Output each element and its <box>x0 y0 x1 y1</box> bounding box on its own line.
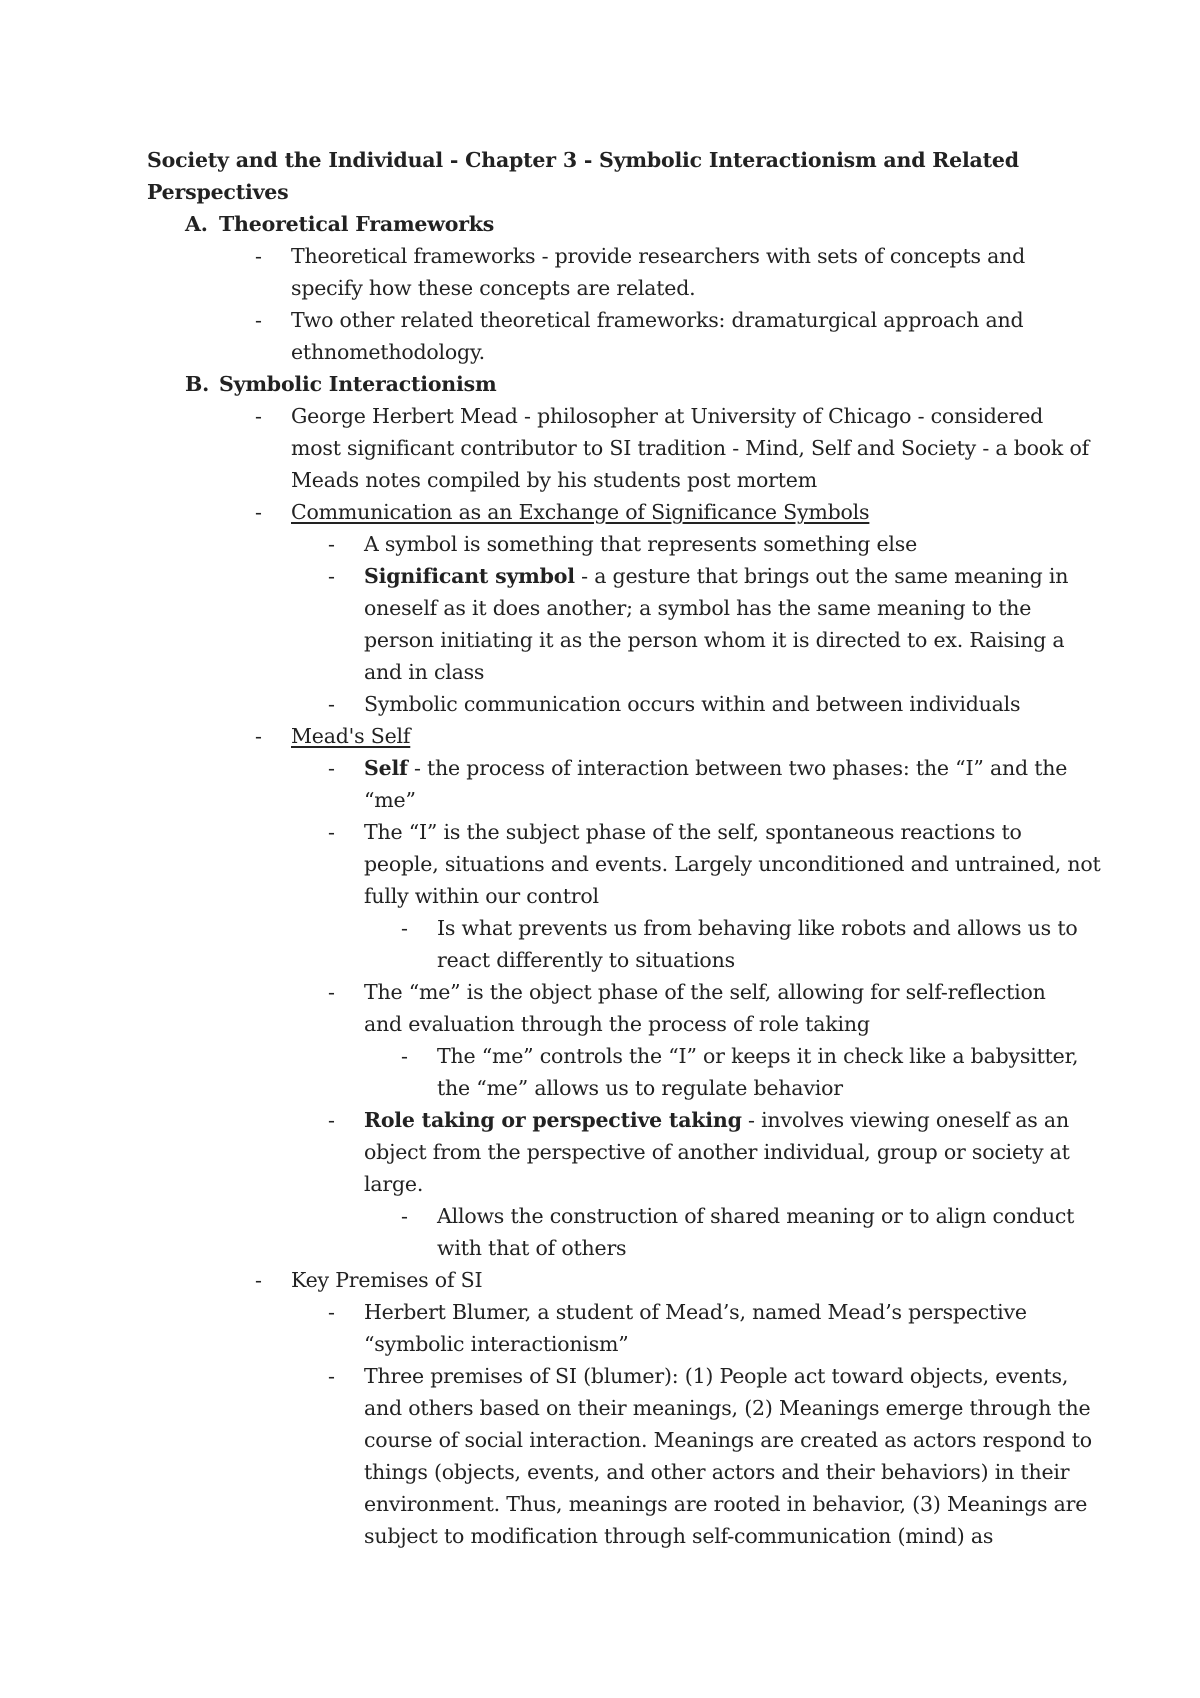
b1-line-1: George Herbert Mead - philosopher at University of Chicago - considered <box>291 404 1044 428</box>
b4b-line-3: course of social interaction. Meanings are created as actors respond to <box>364 1428 1092 1452</box>
b3b-line-1: The “I” is the subject phase of the self, spontaneous reactions to <box>364 820 1022 844</box>
bullet-dash: - <box>328 820 335 844</box>
b4b-line-4: things (objects, events, and other actors and their behaviors) in their <box>364 1460 1070 1484</box>
bullet-dash: - <box>328 1364 335 1388</box>
section-a-marker: A. <box>185 212 208 236</box>
b4a-line-1: Herbert Blumer, a student of Mead’s, named Mead’s perspective <box>364 1300 1027 1324</box>
bullet-dash: - <box>328 980 335 1004</box>
b3a-line-1-text: - the process of interaction between two phases: the “I” and the <box>407 756 1068 780</box>
b2c-line: Symbolic communication occurs within and between individuals <box>364 692 1021 716</box>
b4b-line-6: subject to modification through self-communication (mind) as <box>364 1524 994 1548</box>
bullet-dash: - <box>401 916 408 940</box>
b3c1-line-1: The “me” controls the “I” or keeps it in check like a babysitter, <box>437 1044 1079 1068</box>
section-b-heading: Symbolic Interactionism <box>219 372 497 396</box>
bullet-dash: - <box>255 404 262 428</box>
b2-heading-text: Communication as an Exchange of Significance Symbols <box>291 500 870 524</box>
b4b-line-5: environment. Thus, meanings are rooted in behavior, (3) Meanings are <box>364 1492 1088 1516</box>
b2b-line-4: and in class <box>364 660 485 684</box>
b4b-line-2: and others based on their meanings, (2) Meanings emerge through the <box>364 1396 1091 1420</box>
bullet-dash: - <box>255 500 262 524</box>
section-b-marker: B. <box>185 372 210 396</box>
a1-line-1: Theoretical frameworks - provide researchers with sets of concepts and <box>291 244 1026 268</box>
doc-title-line-1: Society and the Individual - Chapter 3 - Symbolic Interactionism and Related <box>147 148 1019 172</box>
bullet-dash: - <box>255 724 262 748</box>
b3d-line-2: object from the perspective of another individual, group or society at <box>364 1140 1070 1164</box>
b3c-line-1: The “me” is the object phase of the self, allowing for self-reflection <box>364 980 1046 1004</box>
b3c-line-2: and evaluation through the process of role taking <box>364 1012 870 1036</box>
doc-title-line-2: Perspectives <box>147 180 289 204</box>
bullet-dash: - <box>328 1300 335 1324</box>
b3a-line-2: “me” <box>364 788 416 812</box>
bullet-dash: - <box>328 756 335 780</box>
bullet-dash: - <box>255 308 262 332</box>
self-term: Self <box>364 756 408 780</box>
section-a-heading: Theoretical Frameworks <box>219 212 495 236</box>
b2b-line-2: oneself as it does another; a symbol has the same meaning to the <box>364 596 1032 620</box>
role-taking-term: Role taking or perspective taking <box>364 1108 742 1132</box>
b3d1-line-2: with that of others <box>437 1236 627 1260</box>
b4a-line-2: “symbolic interactionism” <box>364 1332 629 1356</box>
b2b-line-3: person initiating it as the person whom it is directed to ex. Raising a <box>364 628 1065 652</box>
bullet-dash: - <box>401 1204 408 1228</box>
b3d-line-1-text: - involves viewing oneself as an <box>741 1108 1069 1132</box>
b3-heading <box>291 720 410 752</box>
a1-line-2: specify how these concepts are related. <box>291 276 696 300</box>
b3b-line-3: fully within our control <box>364 884 599 908</box>
a2-line-1: Two other related theoretical frameworks: dramaturgical approach and <box>291 308 1024 332</box>
bullet-dash: - <box>255 244 262 268</box>
b2a-line: A symbol is something that represents something else <box>364 532 918 556</box>
b3b1-line-2: react differently to situations <box>437 948 735 972</box>
b3c1-line-2: the “me” allows us to regulate behavior <box>437 1076 843 1100</box>
bullet-dash: - <box>328 564 335 588</box>
b3a-line-1 <box>364 752 1067 784</box>
b3-heading-text: Mead's Self <box>291 724 411 748</box>
bullet-dash: - <box>401 1044 408 1068</box>
bullet-dash: - <box>328 532 335 556</box>
b1-line-2: most significant contributor to SI tradition - Mind, Self and Society - a book of <box>291 436 1090 460</box>
b2b-line-1-text: - a gesture that brings out the same meaning in <box>574 564 1069 588</box>
b3d1-line-1: Allows the construction of shared meaning or to align conduct <box>437 1204 1075 1228</box>
b2b-line-1 <box>364 560 1068 592</box>
b3b1-line-1: Is what prevents us from behaving like robots and allows us to <box>437 916 1078 940</box>
b4-heading: Key Premises of SI <box>291 1268 483 1292</box>
b3d-line-3: large. <box>364 1172 424 1196</box>
b3d-line-1 <box>364 1104 1069 1136</box>
bullet-dash: - <box>328 692 335 716</box>
bullet-dash: - <box>255 1268 262 1292</box>
bullet-dash: - <box>328 1108 335 1132</box>
significant-symbol-term: Significant symbol <box>364 564 575 588</box>
b4b-line-1: Three premises of SI (blumer): (1) People act toward objects, events, <box>364 1364 1069 1388</box>
b2-heading <box>291 496 869 528</box>
b1-line-3: Meads notes compiled by his students post mortem <box>291 468 817 492</box>
a2-line-2: ethnomethodology. <box>291 340 485 364</box>
b3b-line-2: people, situations and events. Largely unconditioned and untrained, not <box>364 852 1101 876</box>
